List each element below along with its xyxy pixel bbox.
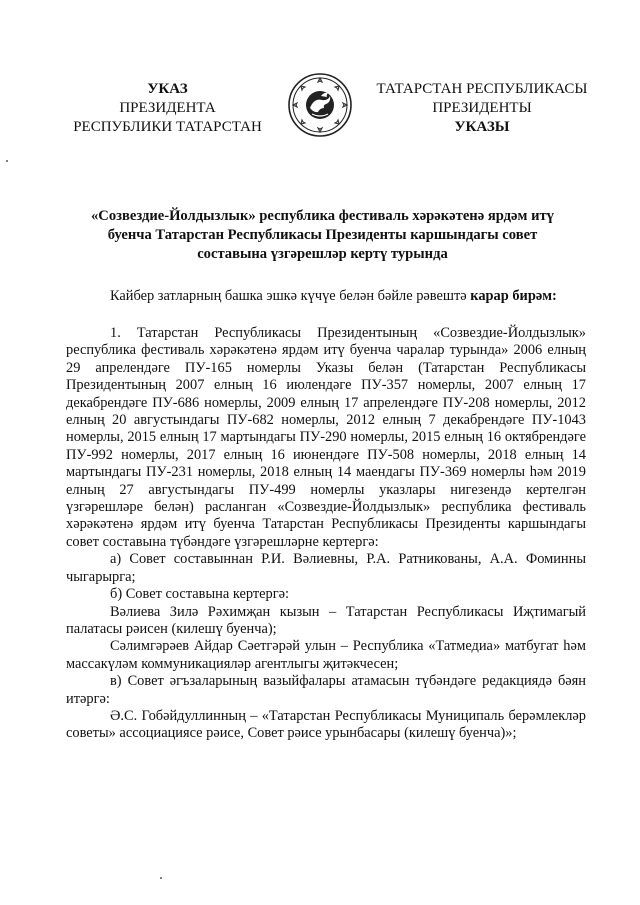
header-right-subtitle: ПРЕЗИДЕНТЫ: [432, 100, 532, 116]
item-b-person-2: Сәлимгәрәев Айдар Сәетгәрәй улын – Республика «Татмедиа» матбугат һәм массакүләм коммуникацияләр агентлыгы җитәкчесен;: [66, 638, 586, 672]
item-v: в) Совет әгъзаларының вазыйфалары атамасын түбәндәге редакциядә бәян итәргә:: [66, 673, 586, 707]
header-left-subtitle: ПРЕЗИДЕНТА: [119, 100, 216, 116]
scan-speck: [6, 160, 8, 162]
document-header: [0, 80, 640, 160]
item-v-person-1: Ә.С. Гобәйдуллинның – «Татарстан Республикасы Муниципаль берәмлекләр советы» ассоциациясе рәисе, Совет рәисе урынбасары (килешү буенча)»;: [66, 707, 586, 742]
item-b-person-1: Вәлиева Зилә Рәхимҗан кызын – Татарстан Республикасы Иҗтимагый палатасы рәисен (килешү буенча);: [66, 603, 586, 637]
header-left-title: УКАЗ: [147, 81, 188, 97]
document-title: [60, 207, 585, 264]
header-left-block: [55, 80, 280, 137]
item-b: б) Совет составына кертергә:: [110, 586, 290, 603]
title-line-3: составына үзгәрешләр кертү турында: [197, 246, 448, 262]
document-body: [66, 287, 586, 743]
paragraph-1: 1. Татарстан Республикасы Президентының «Созвездие-Йолдызлык» республика фестиваль хәрәкәтенә ярдәм итү буенча чаралар турында» 2006 елның 29 апрелендәге ПУ-165 номерлы Указы белән (Татарстан Республикасы Президентының 2007 елның 16 июлендәге ПУ-357 номерлы, 2007 елның 17 декабрендәге ПУ-686 номерлы, 2009 елның 17 апрелендәге ПУ-208 номерлы, 2012 елның 20 августындагы ПУ-682 номерлы, 2012 елның 7 декабрендәге ПУ-1043 номерлы, 2015 елның 17 мартындагы ПУ-290 номерлы, 2015 елның 16 октябрендәге ПУ-992 номерлы, 2017 елның 16 июнендәге ПУ-508 номерлы, 2018 елның 14 мартындагы ПУ-231 номерлы, 2018 елның 14 маендагы ПУ-369 номерлы һәм 2019 елның 27 августындагы ПУ-499 номерлы указлары нигезендә кертелгән үзгәрешләре белән) расланган «Созвездие-Йолдызлык» республика фестиваль хәрәкәтенә ярдәм итү буенча Татарстан Республикасы Президенты каршындагы совет составына түбәндәге үзгәрешләрне кертергә:: [66, 325, 586, 550]
header-right-block: [362, 80, 602, 137]
intro-decision: карар бирәм:: [470, 288, 557, 304]
tatarstan-coat-of-arms-icon: [287, 72, 353, 138]
title-line-2: буенча Татарстан Республикасы Президенты каршындагы совет: [107, 227, 538, 243]
scan-speck: [160, 877, 162, 879]
intro-paragraph: [66, 287, 586, 305]
title-line-1: «Созвездие-Йолдызлык» республика фестиваль хәрәкәтенә ярдәм итү: [91, 208, 554, 224]
header-left-republic: РЕСПУБЛИКИ ТАТАРСТАН: [73, 119, 262, 135]
intro-text: Кайбер затларның башка эшкә күчүе белән бәйле рәвештә: [110, 288, 471, 304]
header-right-republic: ТАТАРСТАН РЕСПУБЛИКАСЫ: [376, 81, 588, 97]
header-right-title: УКАЗЫ: [454, 119, 510, 135]
item-a: а) Совет составыннан Р.И. Вәлиевны, Р.А. Ратникованы, А.А. Фоминны чыгарырга;: [66, 551, 586, 585]
